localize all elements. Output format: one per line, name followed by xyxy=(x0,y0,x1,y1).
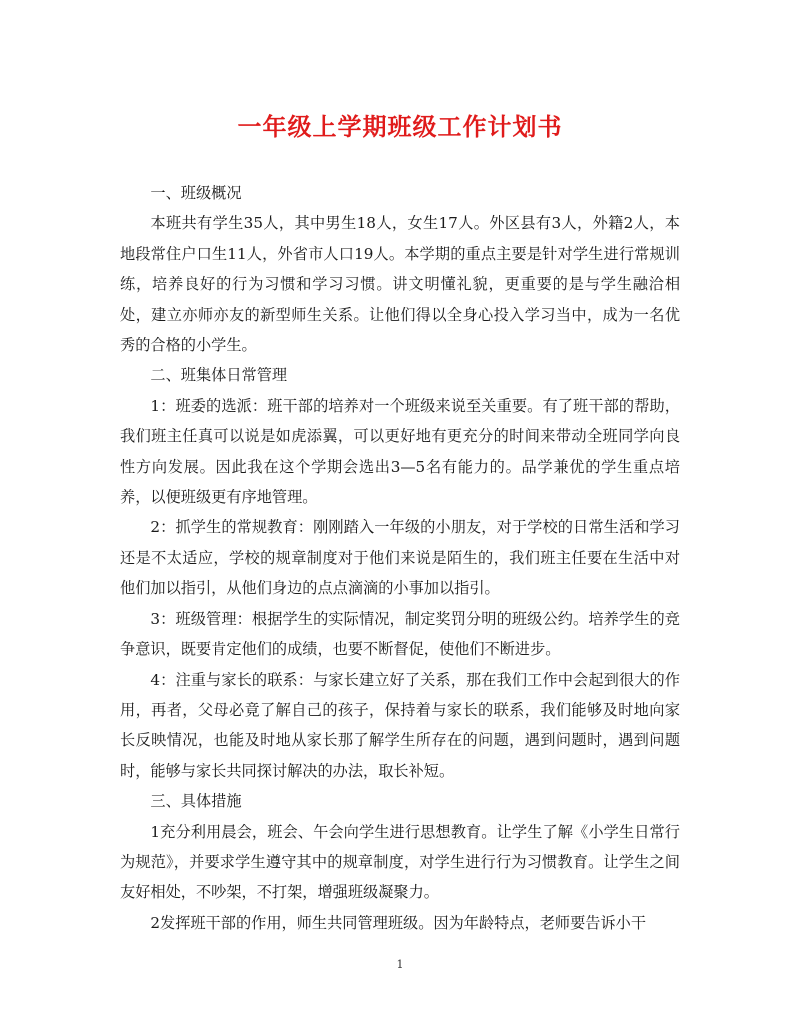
paragraph-routine-education: 2：抓学生的常规教育：刚刚踏入一年级的小朋友，对于学校的日常生活和学习还是不太适应，学校的规章制度对于他们来说是陌生的，我们班主任要在生活中对他们加以指引，从他们身边的点点滴滴的小事加以指引。 xyxy=(120,518,680,598)
paragraph-class-committee: 1：班委的选派：班干部的培养对一个班级来说至关重要。有了班干部的帮助，我们班主任真可以说是如虎添翼，可以更好地有更充分的时间来带动全班同学向良性方向发展。因此我在这个学期会选出3—5名有能力的。品学兼优的学生重点培养，以便班级更有序地管理。 xyxy=(120,396,680,507)
document-title: 一年级上学期班级工作计划书 xyxy=(237,112,563,141)
section-heading-class-overview: 一、班级概况 xyxy=(150,184,242,202)
page-number: 1 xyxy=(396,958,404,971)
paragraph-class-management: 3：班级管理：根据学生的实际情况，制定奖罚分明的班级公约。培养学生的竞争意识，既要肯定他们的成绩，也要不断督促，使他们不断进步。 xyxy=(120,609,680,659)
document-body xyxy=(120,178,680,938)
paragraph-class-overview: 本班共有学生35人，其中男生18人，女生17人。外区县有3人，外籍2人，本地段常住户口生11人，外省市人口19人。本学期的重点主要是针对学生进行常规训练，培养良好的行为习惯和学习习惯。讲文明懂礼貌，更重要的是与学生融洽相处，建立亦师亦友的新型师生关系。让他们得以全身心投入学习当中，成为一名优秀的合格的小学生。 xyxy=(120,214,680,355)
paragraph-morning-meeting: 1充分利用晨会，班会、午会向学生进行思想教育。让学生了解《小学生日常行为规范》，并要求学生遵守其中的规章制度，对学生进行行为习惯教育。让学生之间友好相处，不吵架，不打架，增强班级凝聚力。 xyxy=(120,822,680,902)
paragraph-class-cadres: 2发挥班干部的作用，师生共同管理班级。因为年龄特点，老师要告诉小干 xyxy=(150,913,647,932)
paragraph-parent-contact: 4：注重与家长的联系：与家长建立好了关系，那在我们工作中会起到很大的作用，再者，父母必竟了解自己的孩子，保持着与家长的联系，我们能够及时地向家长反映情况，也能及时地从家长那了解学生所存在的问题，遇到问题时，遇到问题时，能够与家长共同探讨解决的办法，取长补短。 xyxy=(120,670,680,780)
section-heading-daily-management: 二、班集体日常管理 xyxy=(150,366,288,385)
section-heading-specific-measures: 三、具体措施 xyxy=(150,792,242,811)
